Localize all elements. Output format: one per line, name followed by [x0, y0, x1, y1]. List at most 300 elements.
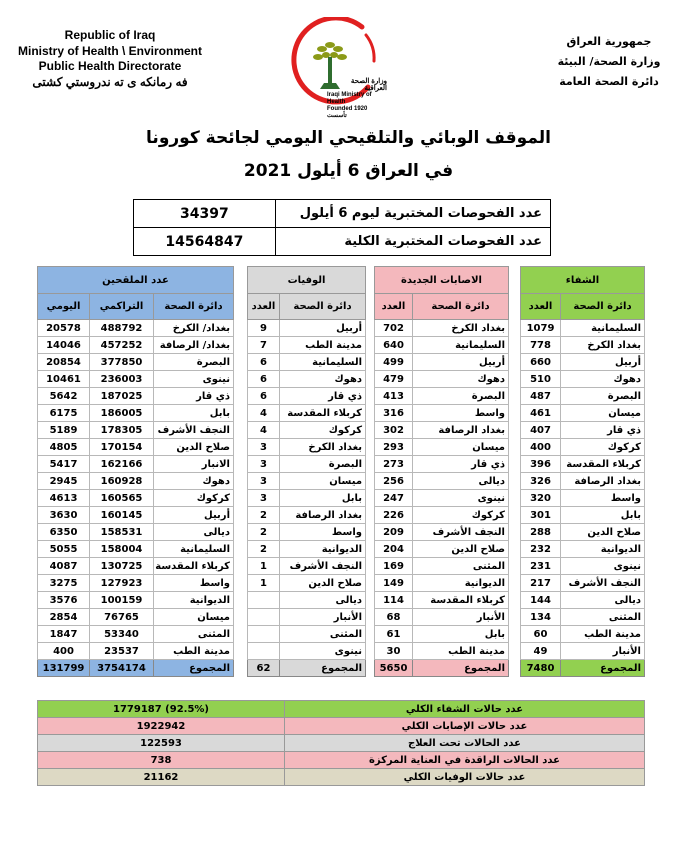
- deaths-row: [248, 490, 366, 507]
- vaccinated-caption: عدد الملقحين: [38, 267, 234, 294]
- recovered-row: [521, 609, 645, 626]
- header-kurdish-line: فه رمانكه ى ته ندروستي كشتى: [32, 74, 188, 89]
- recovered-count: 320: [521, 490, 561, 507]
- vaccinated-cumulative: 158531: [90, 524, 154, 541]
- header-english-line-1: Republic of Iraq: [64, 28, 156, 42]
- recovered-row: [521, 592, 645, 609]
- new-cases-row: [375, 524, 509, 541]
- new-cases-row: [375, 643, 509, 660]
- recovered-directorate: السليمانية: [561, 320, 645, 337]
- vaccinated-row: [38, 609, 234, 626]
- new-cases-row: [375, 320, 509, 337]
- recovered-row: [521, 626, 645, 643]
- vaccinated-directorate: صلاح الدين: [154, 439, 234, 456]
- new-cases-total-label: المجموع: [413, 660, 509, 677]
- recovered-row: [521, 643, 645, 660]
- vaccinated-row: [38, 524, 234, 541]
- vaccinated-cumulative: 160145: [90, 507, 154, 524]
- vaccinated-total-row: [38, 660, 234, 677]
- cumulative-totals-table: [37, 700, 645, 786]
- new-cases-row: [375, 490, 509, 507]
- deaths-directorate: واسط: [280, 524, 366, 541]
- vaccinated-row: [38, 473, 234, 490]
- recovered-directorate: مدينة الطب: [561, 626, 645, 643]
- vaccinated-cumulative: 236003: [90, 371, 154, 388]
- recovered-directorate: الأنبار: [561, 643, 645, 660]
- icu-row: [38, 752, 645, 769]
- deaths-count: 4: [248, 405, 280, 422]
- new-cases-count: 479: [375, 371, 413, 388]
- vaccinated-cumulative: 100159: [90, 592, 154, 609]
- new-cases-directorate: بابل: [413, 626, 509, 643]
- deaths-row: [248, 337, 366, 354]
- deaths-col-name: دائرة الصحة: [280, 294, 366, 320]
- tests-total-row: [134, 228, 551, 256]
- deaths-row: [248, 524, 366, 541]
- recovered-count: 510: [521, 371, 561, 388]
- vaccinated-row: [38, 320, 234, 337]
- icu-value: 738: [38, 752, 285, 769]
- new-cases-table: [374, 266, 509, 677]
- vaccinated-cumulative: 160928: [90, 473, 154, 490]
- new-cases-caption: الاصابات الجديدة: [375, 267, 509, 294]
- new-cases-directorate: الأنبار: [413, 609, 509, 626]
- new-cases-directorate: أربيل: [413, 354, 509, 371]
- total-cases-row: [38, 718, 645, 735]
- new-cases-count: 169: [375, 558, 413, 575]
- deaths-row: [248, 439, 366, 456]
- vaccinated-row: [38, 371, 234, 388]
- vaccinated-daily: 5055: [38, 541, 90, 558]
- recovered-directorate: بغداد الرصافة: [561, 473, 645, 490]
- new-cases-directorate: المثنى: [413, 558, 509, 575]
- recovered-row: [521, 575, 645, 592]
- vaccinated-total-cumulative: 3754174: [90, 660, 154, 677]
- deaths-row: [248, 422, 366, 439]
- vaccinated-row: [38, 388, 234, 405]
- deaths-directorate: بابل: [280, 490, 366, 507]
- new-cases-row: [375, 456, 509, 473]
- deaths-count: 6: [248, 388, 280, 405]
- new-cases-directorate: بغداد الكرخ: [413, 320, 509, 337]
- new-cases-row: [375, 592, 509, 609]
- vaccinated-daily: 5417: [38, 456, 90, 473]
- vaccinated-cumulative: 186005: [90, 405, 154, 422]
- recovered-count: 49: [521, 643, 561, 660]
- vaccinated-cumulative: 127923: [90, 575, 154, 592]
- recovered-directorate: ميسان: [561, 405, 645, 422]
- deaths-count: [248, 626, 280, 643]
- tests-daily-row: [134, 200, 551, 228]
- recovered-count: 217: [521, 575, 561, 592]
- vaccinated-daily: 5642: [38, 388, 90, 405]
- vaccinated-daily: 4087: [38, 558, 90, 575]
- new-cases-directorate: النجف الأشرف: [413, 524, 509, 541]
- header-arabic-line-3: دائرة الصحة العامة: [559, 75, 659, 88]
- recovered-total-row: [521, 660, 645, 677]
- deaths-count: 6: [248, 354, 280, 371]
- vaccinated-daily: 400: [38, 643, 90, 660]
- recovered-row: [521, 337, 645, 354]
- vaccinated-daily: 1847: [38, 626, 90, 643]
- deaths-table: [247, 266, 366, 677]
- recovered-directorate: ديالى: [561, 592, 645, 609]
- deaths-directorate: المثنى: [280, 626, 366, 643]
- deaths-directorate: بغداد الكرخ: [280, 439, 366, 456]
- deaths-directorate: ميسان: [280, 473, 366, 490]
- vaccinated-col-cumulative: التراكمي: [90, 294, 154, 320]
- total-recovered-label: عدد حالات الشفاء الكلي: [285, 701, 645, 718]
- vaccinated-daily: 4613: [38, 490, 90, 507]
- new-cases-count: 302: [375, 422, 413, 439]
- recovered-row: [521, 388, 645, 405]
- new-cases-directorate: ميسان: [413, 439, 509, 456]
- deaths-count: 3: [248, 456, 280, 473]
- deaths-count: [248, 643, 280, 660]
- vaccinated-directorate: البصرة: [154, 354, 234, 371]
- deaths-count: [248, 592, 280, 609]
- new-cases-col-count: العدد: [375, 294, 413, 320]
- vaccinated-cumulative: 130725: [90, 558, 154, 575]
- vaccinated-directorate: بغداد/ الكرخ: [154, 320, 234, 337]
- new-cases-count: 316: [375, 405, 413, 422]
- vaccinated-directorate: السليمانية: [154, 541, 234, 558]
- deaths-count: 7: [248, 337, 280, 354]
- recovered-count: 407: [521, 422, 561, 439]
- header-english-line-2: Ministry of Health \ Environment: [17, 43, 203, 58]
- new-cases-count: 204: [375, 541, 413, 558]
- recovered-count: 326: [521, 473, 561, 490]
- recovered-count: 396: [521, 456, 561, 473]
- vaccinated-daily: 5189: [38, 422, 90, 439]
- deaths-directorate: دهوك: [280, 371, 366, 388]
- logo-caption: [327, 78, 387, 120]
- vaccinated-directorate: الانبار: [154, 456, 234, 473]
- new-cases-count: 61: [375, 626, 413, 643]
- total-recovered-value: 1779187 (92.5%): [38, 701, 285, 718]
- vaccinated-directorate: بابل: [154, 405, 234, 422]
- recovered-directorate: بغداد الكرخ: [561, 337, 645, 354]
- new-cases-row: [375, 405, 509, 422]
- vaccinated-directorate: أربيل: [154, 507, 234, 524]
- deaths-total-label: المجموع: [280, 660, 366, 677]
- recovered-row: [521, 405, 645, 422]
- vaccinated-row: [38, 456, 234, 473]
- vaccinated-cumulative: 377850: [90, 354, 154, 371]
- new-cases-count: 702: [375, 320, 413, 337]
- vaccinated-col-daily: اليومي: [38, 294, 90, 320]
- vaccinated-row: [38, 541, 234, 558]
- deaths-row: [248, 507, 366, 524]
- new-cases-row: [375, 422, 509, 439]
- recovered-directorate: كركوك: [561, 439, 645, 456]
- deaths-count: 1: [248, 558, 280, 575]
- new-cases-directorate: نينوى: [413, 490, 509, 507]
- recovered-count: 144: [521, 592, 561, 609]
- tests-total-label: عدد الفحوصات المختبرية الكلية: [275, 228, 550, 256]
- page-subtitle: في العراق 6 أيلول 2021: [243, 161, 454, 181]
- deaths-row: [248, 558, 366, 575]
- vaccinated-directorate: واسط: [154, 575, 234, 592]
- vaccinated-row: [38, 643, 234, 660]
- deaths-row: [248, 473, 366, 490]
- recovered-row: [521, 320, 645, 337]
- vaccinated-daily: 3630: [38, 507, 90, 524]
- deaths-directorate: أربيل: [280, 320, 366, 337]
- vaccinated-daily: 6175: [38, 405, 90, 422]
- recovered-row: [521, 490, 645, 507]
- deaths-directorate: بغداد الرصافة: [280, 507, 366, 524]
- recovered-row: [521, 541, 645, 558]
- new-cases-count: 256: [375, 473, 413, 490]
- under-treatment-label: عدد الحالات تحت العلاج: [285, 735, 645, 752]
- header-english-line-3: Public Health Directorate: [38, 59, 182, 73]
- vaccinated-daily: 4805: [38, 439, 90, 456]
- recovered-count: 60: [521, 626, 561, 643]
- recovered-row: [521, 524, 645, 541]
- vaccinated-daily: 20578: [38, 320, 90, 337]
- recovered-count: 288: [521, 524, 561, 541]
- new-cases-row: [375, 371, 509, 388]
- logo-caption-founded: Founded 1920 تأسست: [327, 106, 368, 119]
- total-deaths-label: عدد حالات الوفيات الكلي: [285, 769, 645, 786]
- vaccinated-row: [38, 507, 234, 524]
- vaccinated-total-daily: 131799: [38, 660, 90, 677]
- recovered-row: [521, 422, 645, 439]
- recovered-count: 778: [521, 337, 561, 354]
- vaccinated-daily: 2945: [38, 473, 90, 490]
- new-cases-count: 68: [375, 609, 413, 626]
- recovered-directorate: البصرة: [561, 388, 645, 405]
- new-cases-total-row: [375, 660, 509, 677]
- vaccinated-row: [38, 337, 234, 354]
- new-cases-row: [375, 575, 509, 592]
- vaccinated-table: [37, 266, 234, 677]
- header-arabic: [539, 32, 679, 92]
- new-cases-count: 114: [375, 592, 413, 609]
- new-cases-count: 293: [375, 439, 413, 456]
- under-treatment-value: 122593: [38, 735, 285, 752]
- recovered-total-label: المجموع: [561, 660, 645, 677]
- total-recovered-row: [38, 701, 645, 718]
- logo-caption-en: Iraqi Ministry of Health: [327, 92, 372, 105]
- deaths-directorate: مدينة الطب: [280, 337, 366, 354]
- deaths-directorate: النجف الأشرف: [280, 558, 366, 575]
- tests-total-value: 14564847: [134, 228, 276, 256]
- deaths-directorate: الأنبار: [280, 609, 366, 626]
- vaccinated-cumulative: 178305: [90, 422, 154, 439]
- new-cases-directorate: صلاح الدين: [413, 541, 509, 558]
- recovered-directorate: ذي قار: [561, 422, 645, 439]
- deaths-directorate: صلاح الدين: [280, 575, 366, 592]
- new-cases-row: [375, 541, 509, 558]
- recovered-directorate: بابل: [561, 507, 645, 524]
- recovered-directorate: أربيل: [561, 354, 645, 371]
- recovered-directorate: النجف الأشرف: [561, 575, 645, 592]
- vaccinated-directorate: بغداد/ الرصافة: [154, 337, 234, 354]
- header-arabic-line-1: جمهورية العراق: [566, 35, 652, 48]
- new-cases-directorate: مدينة الطب: [413, 643, 509, 660]
- deaths-directorate: ديالى: [280, 592, 366, 609]
- vaccinated-row: [38, 405, 234, 422]
- recovered-col-name: دائرة الصحة: [561, 294, 645, 320]
- vaccinated-directorate: نينوى: [154, 371, 234, 388]
- logo-caption-ar: وزارة الصحة العراقية: [350, 78, 387, 92]
- vaccinated-directorate: كربلاء المقدسة: [154, 558, 234, 575]
- vaccinated-directorate: مدينة الطب: [154, 643, 234, 660]
- recovered-row: [521, 371, 645, 388]
- recovered-directorate: واسط: [561, 490, 645, 507]
- deaths-count: [248, 609, 280, 626]
- vaccinated-cumulative: 76765: [90, 609, 154, 626]
- recovered-count: 232: [521, 541, 561, 558]
- recovered-total-value: 7480: [521, 660, 561, 677]
- deaths-count: 2: [248, 524, 280, 541]
- recovered-table: [520, 266, 645, 677]
- deaths-row: [248, 592, 366, 609]
- vaccinated-daily: 20854: [38, 354, 90, 371]
- deaths-count: 2: [248, 507, 280, 524]
- tests-daily-label: عدد الفحوصات المختبرية ليوم 6 أيلول: [275, 200, 550, 228]
- new-cases-row: [375, 388, 509, 405]
- recovered-row: [521, 507, 645, 524]
- header-english: [10, 28, 210, 90]
- deaths-row: [248, 609, 366, 626]
- under-treatment-row: [38, 735, 645, 752]
- deaths-row: [248, 320, 366, 337]
- vaccinated-daily: 10461: [38, 371, 90, 388]
- recovered-directorate: صلاح الدين: [561, 524, 645, 541]
- new-cases-row: [375, 473, 509, 490]
- recovered-count: 660: [521, 354, 561, 371]
- total-cases-value: 1922942: [38, 718, 285, 735]
- deaths-row: [248, 405, 366, 422]
- new-cases-count: 30: [375, 643, 413, 660]
- new-cases-count: 413: [375, 388, 413, 405]
- new-cases-count: 499: [375, 354, 413, 371]
- new-cases-count: 149: [375, 575, 413, 592]
- total-cases-label: عدد حالات الإصابات الكلي: [285, 718, 645, 735]
- header-arabic-line-2: وزارة الصحة/ البيئة: [557, 55, 661, 68]
- recovered-count: 134: [521, 609, 561, 626]
- deaths-directorate: كربلاء المقدسة: [280, 405, 366, 422]
- deaths-total-row: [248, 660, 366, 677]
- vaccinated-cumulative: 170154: [90, 439, 154, 456]
- deaths-directorate: نينوى: [280, 643, 366, 660]
- new-cases-directorate: كركوك: [413, 507, 509, 524]
- recovered-row: [521, 456, 645, 473]
- deaths-total-value: 62: [248, 660, 280, 677]
- deaths-count: 1: [248, 575, 280, 592]
- deaths-count: 3: [248, 473, 280, 490]
- new-cases-directorate: الديوانية: [413, 575, 509, 592]
- vaccinated-daily: 3275: [38, 575, 90, 592]
- vaccinated-daily: 14046: [38, 337, 90, 354]
- recovered-count: 1079: [521, 320, 561, 337]
- vaccinated-col-name: دائرة الصحة: [154, 294, 234, 320]
- deaths-row: [248, 626, 366, 643]
- deaths-count: 2: [248, 541, 280, 558]
- vaccinated-cumulative: 488792: [90, 320, 154, 337]
- new-cases-directorate: ذي قار: [413, 456, 509, 473]
- total-deaths-row: [38, 769, 645, 786]
- deaths-row: [248, 643, 366, 660]
- deaths-row: [248, 354, 366, 371]
- new-cases-directorate: بغداد الرصافة: [413, 422, 509, 439]
- recovered-directorate: الديوانية: [561, 541, 645, 558]
- total-deaths-value: 21162: [38, 769, 285, 786]
- deaths-count: 3: [248, 490, 280, 507]
- new-cases-row: [375, 626, 509, 643]
- vaccinated-daily: 2854: [38, 609, 90, 626]
- recovered-row: [521, 439, 645, 456]
- new-cases-col-name: دائرة الصحة: [413, 294, 509, 320]
- vaccinated-total-label: المجموع: [154, 660, 234, 677]
- deaths-count: 3: [248, 439, 280, 456]
- vaccinated-directorate: كركوك: [154, 490, 234, 507]
- recovered-count: 231: [521, 558, 561, 575]
- deaths-directorate: كركوك: [280, 422, 366, 439]
- vaccinated-cumulative: 158004: [90, 541, 154, 558]
- tests-daily-value: 34397: [134, 200, 276, 228]
- vaccinated-directorate: المثنى: [154, 626, 234, 643]
- deaths-count: 9: [248, 320, 280, 337]
- deaths-row: [248, 575, 366, 592]
- vaccinated-directorate: الديوانية: [154, 592, 234, 609]
- new-cases-row: [375, 558, 509, 575]
- recovered-directorate: دهوك: [561, 371, 645, 388]
- deaths-count: 4: [248, 422, 280, 439]
- deaths-col-count: العدد: [248, 294, 280, 320]
- recovered-row: [521, 354, 645, 371]
- icu-label: عدد الحالات الراقدة في العناية المركزة: [285, 752, 645, 769]
- recovered-row: [521, 558, 645, 575]
- vaccinated-row: [38, 558, 234, 575]
- new-cases-row: [375, 609, 509, 626]
- recovered-count: 301: [521, 507, 561, 524]
- vaccinated-row: [38, 575, 234, 592]
- vaccinated-cumulative: 23537: [90, 643, 154, 660]
- recovered-directorate: المثنى: [561, 609, 645, 626]
- vaccinated-row: [38, 626, 234, 643]
- new-cases-total-value: 5650: [375, 660, 413, 677]
- deaths-row: [248, 541, 366, 558]
- recovered-directorate: كربلاء المقدسة: [561, 456, 645, 473]
- new-cases-directorate: ديالى: [413, 473, 509, 490]
- new-cases-row: [375, 337, 509, 354]
- vaccinated-row: [38, 354, 234, 371]
- vaccinated-directorate: النجف الأشرف: [154, 422, 234, 439]
- recovered-row: [521, 473, 645, 490]
- vaccinated-directorate: ميسان: [154, 609, 234, 626]
- deaths-directorate: السليمانية: [280, 354, 366, 371]
- new-cases-row: [375, 507, 509, 524]
- vaccinated-cumulative: 162166: [90, 456, 154, 473]
- vaccinated-row: [38, 422, 234, 439]
- deaths-caption: الوفيات: [248, 267, 366, 294]
- new-cases-directorate: واسط: [413, 405, 509, 422]
- deaths-directorate: ذي قار: [280, 388, 366, 405]
- deaths-count: 6: [248, 371, 280, 388]
- new-cases-directorate: السليمانية: [413, 337, 509, 354]
- vaccinated-directorate: دهوك: [154, 473, 234, 490]
- recovered-count: 487: [521, 388, 561, 405]
- vaccinated-daily: 6350: [38, 524, 90, 541]
- new-cases-row: [375, 439, 509, 456]
- deaths-directorate: الديوانية: [280, 541, 366, 558]
- vaccinated-cumulative: 187025: [90, 388, 154, 405]
- vaccinated-row: [38, 592, 234, 609]
